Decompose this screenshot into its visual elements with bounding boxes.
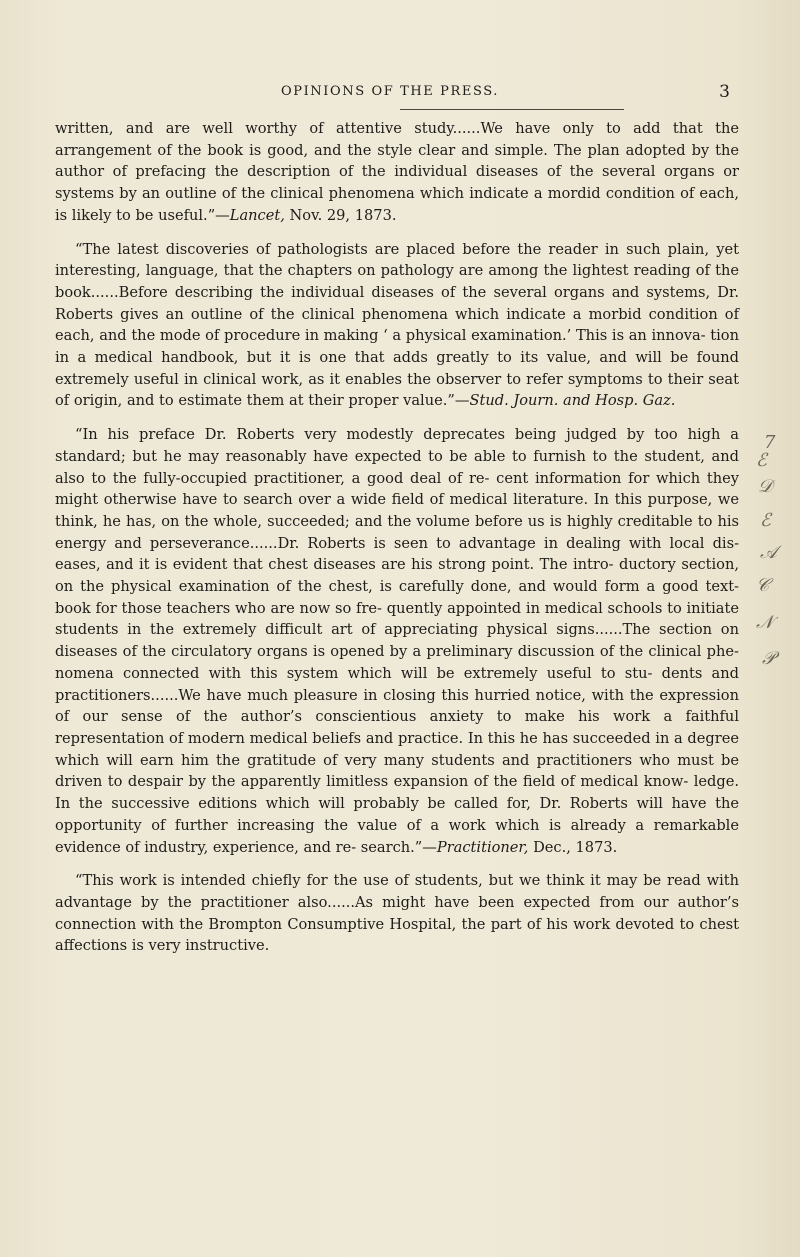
paragraph-students xyxy=(55,870,739,957)
margin-mark: ℰ xyxy=(760,510,771,531)
paragraph-text: “The latest discoveries of pathologists are placed before the reader in such plain, yet interesting, language, that the chapters on pathology are among the lightest reading of the book......Before describing the individual diseases of the several organs and systems, Dr. Roberts gives an outline of the clinical phenomena which indicate a morbid condition of each, and the mode of procedure in making ‘ a physical examination.’ This is an innova- tion in a medical handbook, but it is one that adds greatly to its value, and will be found extremely useful in clinical work, as it enables the observer to refer symptoms to their seat of origin, and to estimate them at their proper value.”— xyxy=(55,240,739,410)
margin-mark: 𝒞 xyxy=(756,575,770,596)
source-date: Dec., 1873. xyxy=(528,838,618,856)
header-rule xyxy=(400,109,624,110)
body-text xyxy=(55,118,739,969)
paragraph-text: “This work is intended chiefly for the use of students, but we think it may be read with advantage by the practitioner also......As might have been expected from our author’s connection with the Brompton Consumptive Hospital, the part of his work devoted to chest affections is very instructive. xyxy=(55,872,739,955)
margin-mark: ℰ xyxy=(756,450,767,471)
source-citation: Stud. Journ. and Hosp. Gaz. xyxy=(469,392,676,410)
source-citation: Lancet, xyxy=(229,206,285,224)
margin-mark: 𝒜 xyxy=(760,542,778,563)
source-date: Nov. 29, 1873. xyxy=(284,206,397,224)
paragraph-practitioner xyxy=(55,424,739,858)
margin-mark: 𝒟 xyxy=(758,476,773,497)
source-citation: Practitioner, xyxy=(436,838,529,856)
margin-handwriting xyxy=(752,0,800,1257)
paragraph-lancet xyxy=(55,118,739,227)
page-header xyxy=(40,84,740,108)
page-number: 3 xyxy=(719,82,730,102)
margin-mark: 𝒩 xyxy=(756,612,774,633)
running-title: OPINIONS OF THE PRESS. xyxy=(280,84,500,99)
margin-mark: 𝒫 xyxy=(762,648,775,669)
paragraph-stud-journ xyxy=(55,239,739,413)
margin-mark: 7 xyxy=(764,432,776,453)
paragraph-text: written, and are well worthy of attentive study......We have only to add that the arrangement of the book is good, and the style clear and simple. The plan adopted by the author of prefacing the description of the individual diseases of the several organs or systems by an outline of the clinical phenomena which indicate a mordid condition of each, is likely to be useful.”— xyxy=(55,120,739,224)
paragraph-text: “In his preface Dr. Roberts very modestly deprecates being judged by too high a standard; but he may reasonably have expected to be able to furnish to the student, and also to the fully-occupied practitioner, a good deal of re- cent information for which they might otherwise have to search over a wide field of medical literature. In this purpose, we think, he has, on the whole, succeeded; and the volume before us is highly creditable to his energy and perseverance......Dr. Roberts is seen to advantage in dealing with local dis- eases, and it is evident that chest diseases are his strong point. The intro- ductory section, on the physical examination of the chest, is carefully done, and would form a good text-book for those teachers who are now so fre- quently appointed in medical schools to initiate students in the extremely difficult art of appreciating physical signs......The section on diseases of the circulatory organs is opened by a preliminary discussion of the clinical phe- nomena connected with this system which will be extremely useful to stu- dents and practitioners......We have much pleasure in closing this hurried notice, with the expression of our sense of the author’s conscientious anxiety to make his work a faithful representation of modern medical beliefs and practice. In this he has succeeded in a degree which will earn him the gratitude of very many students and practitioners who must be driven to despair by the apparently limitless expansion of the field of medical know- ledge. In the successive editions which will probably be called for, Dr. Roberts will have the opportunity of further increasing the value of a work which is already a remarkable evidence of industry, experience, and re- search.”— xyxy=(55,426,739,856)
